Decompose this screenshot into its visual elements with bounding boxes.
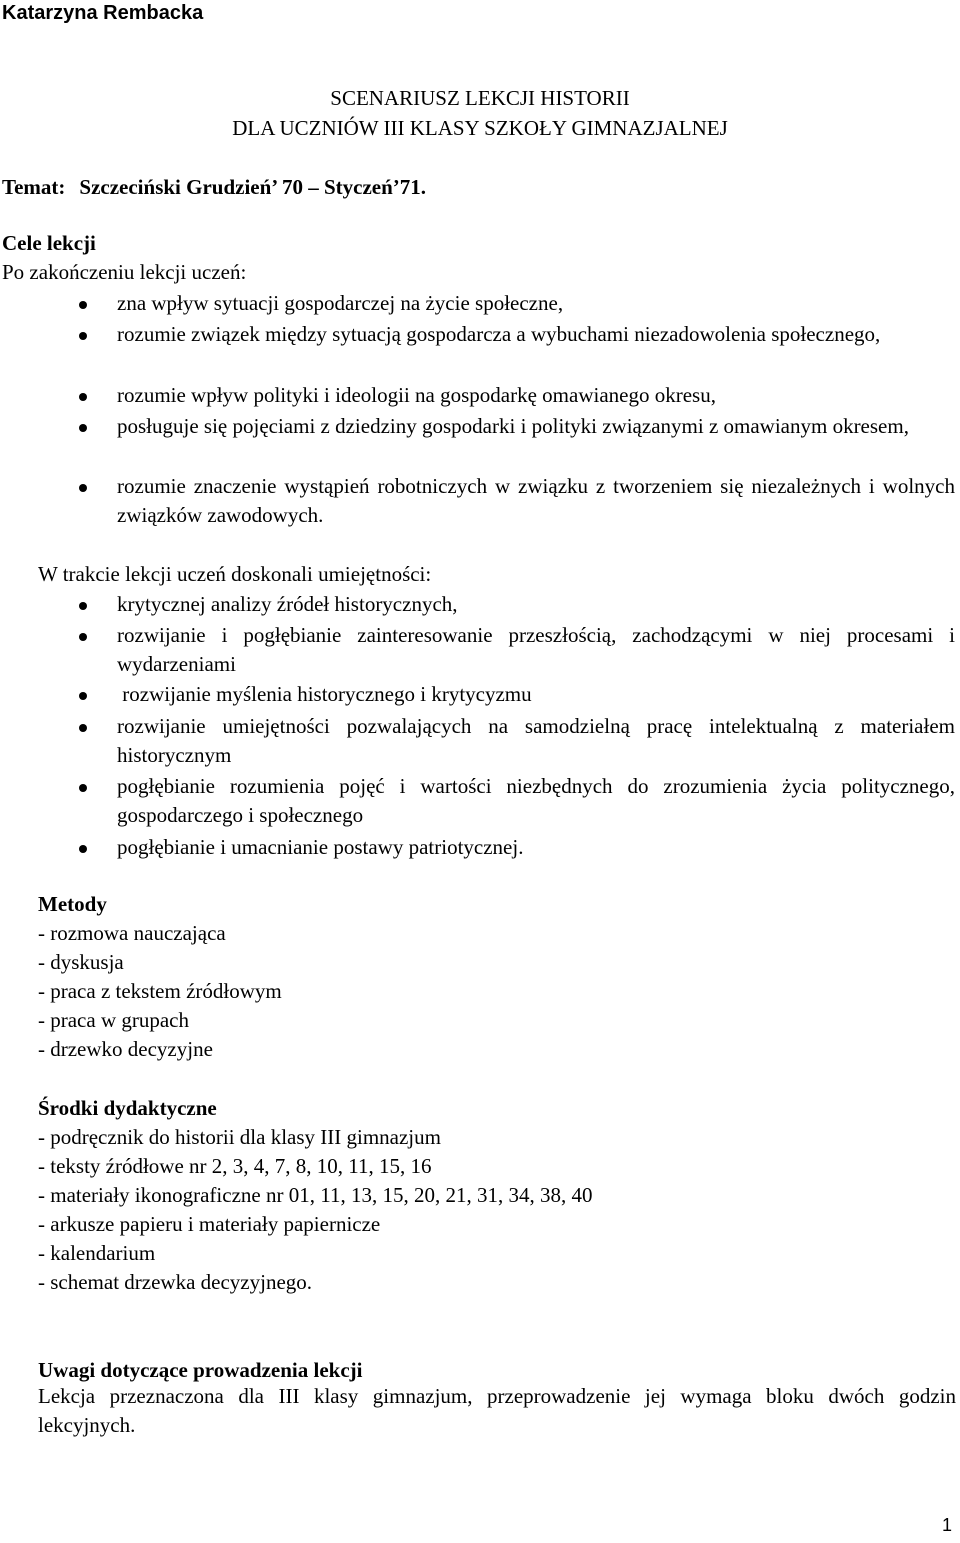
bullet-icon [79,484,87,492]
bullet-icon [79,692,87,700]
bullet-icon [79,301,87,309]
list-item: - arkusze papieru i materiały papiernicze [38,1212,381,1236]
bullet-icon [79,393,87,401]
bullet-icon [79,332,87,340]
list-item-text: krytycznej analizy źródeł historycznych, [117,592,458,616]
bullet-icon [79,602,87,610]
resources-heading: Środki dydaktyczne [38,1096,217,1120]
methods-list [38,919,282,1064]
list-item: - praca z tekstem źródłowym [38,979,282,1003]
list-item: - podręcznik do historii dla klasy III gimnazjum [38,1125,441,1149]
list-item-text: rozwijanie umiejętności pozwalających na samodzielną pracę intelektualną z materiałem historycznym [117,714,955,767]
author-name: Katarzyna Rembacka [2,2,204,24]
document-title-line2: DLA UCZNIÓW III KLASY SZKOŁY GIMNAZJALNEJ [232,116,728,140]
list-item-text: pogłębianie rozumienia pojęć i wartości niezbędnych do zrozumienia życia politycznego, gospodarczego i społecznego [117,774,955,827]
skills-intro: W trakcie lekcji uczeń doskonali umiejętności: [38,562,432,586]
goals-heading: Cele lekcji [2,231,96,255]
list-item-text: rozwijanie i pogłębianie zainteresowanie przeszłością, zachodzącymi w niej procesami i wydarzeniami [117,623,955,676]
list-item-text: rozumie związek między sytuacją gospodarcza a wybuchami niezadowolenia społecznego, [117,322,881,346]
list-item: - drzewko decyzyjne [38,1037,213,1061]
list-item: - kalendarium [38,1241,156,1265]
list-item-text: pogłębianie i umacnianie postawy patriotycznej. [117,835,524,859]
notes-text: Lekcja przeznaczona dla III klasy gimnazjum, przeprowadzenie jej wymaga bloku dwóch godzin lekcyjnych. [38,1384,956,1437]
bullet-icon [79,845,87,853]
bullet-icon [79,633,87,641]
topic-label: Temat: [2,175,66,199]
notes-heading: Uwagi dotyczące prowadzenia lekcji [38,1358,363,1382]
resources-list [38,1123,592,1297]
list-item: - schemat drzewka decyzyjnego. [38,1270,313,1294]
goals-intro: Po zakończeniu lekcji uczeń: [2,260,247,284]
methods-heading: Metody [38,892,107,916]
bullet-icon [79,784,87,792]
list-item: - materiały ikonograficzne nr 01, 11, 13, 15, 20, 21, 31, 34, 38, 40 [38,1183,593,1207]
list-item: - rozmowa nauczająca [38,921,226,945]
list-item-text: rozwijanie myślenia historycznego i krytycyzmu [117,682,532,706]
list-item-text: rozumie wpływ polityki i ideologii na gospodarkę omawianego okresu, [117,383,716,407]
page-number: 1 [941,1515,952,1535]
list-item: - teksty źródłowe nr 2, 3, 4, 7, 8, 10, 11, 15, 16 [38,1154,432,1178]
list-item-text: posługuje się pojęciami z dziedziny gospodarki i polityki związanymi z omawianym okresem, [117,414,909,438]
bullet-icon [79,724,87,732]
lesson-topic [2,173,426,202]
topic-text: Szczeciński Grudzień’ 70 – Styczeń’71. [79,175,427,199]
bullet-icon [79,424,87,432]
list-item-text: zna wpływ sytuacji gospodarczej na życie społeczne, [117,291,564,315]
list-item: - dyskusja [38,950,124,974]
list-item-text: rozumie znaczenie wystąpień robotniczych w związku z tworzeniem się niezależnych i wolnych związków zawodowych. [117,474,955,527]
document-title-line1: SCENARIUSZ LEKCJI HISTORII [330,86,630,110]
list-item: - praca w grupach [38,1008,189,1032]
